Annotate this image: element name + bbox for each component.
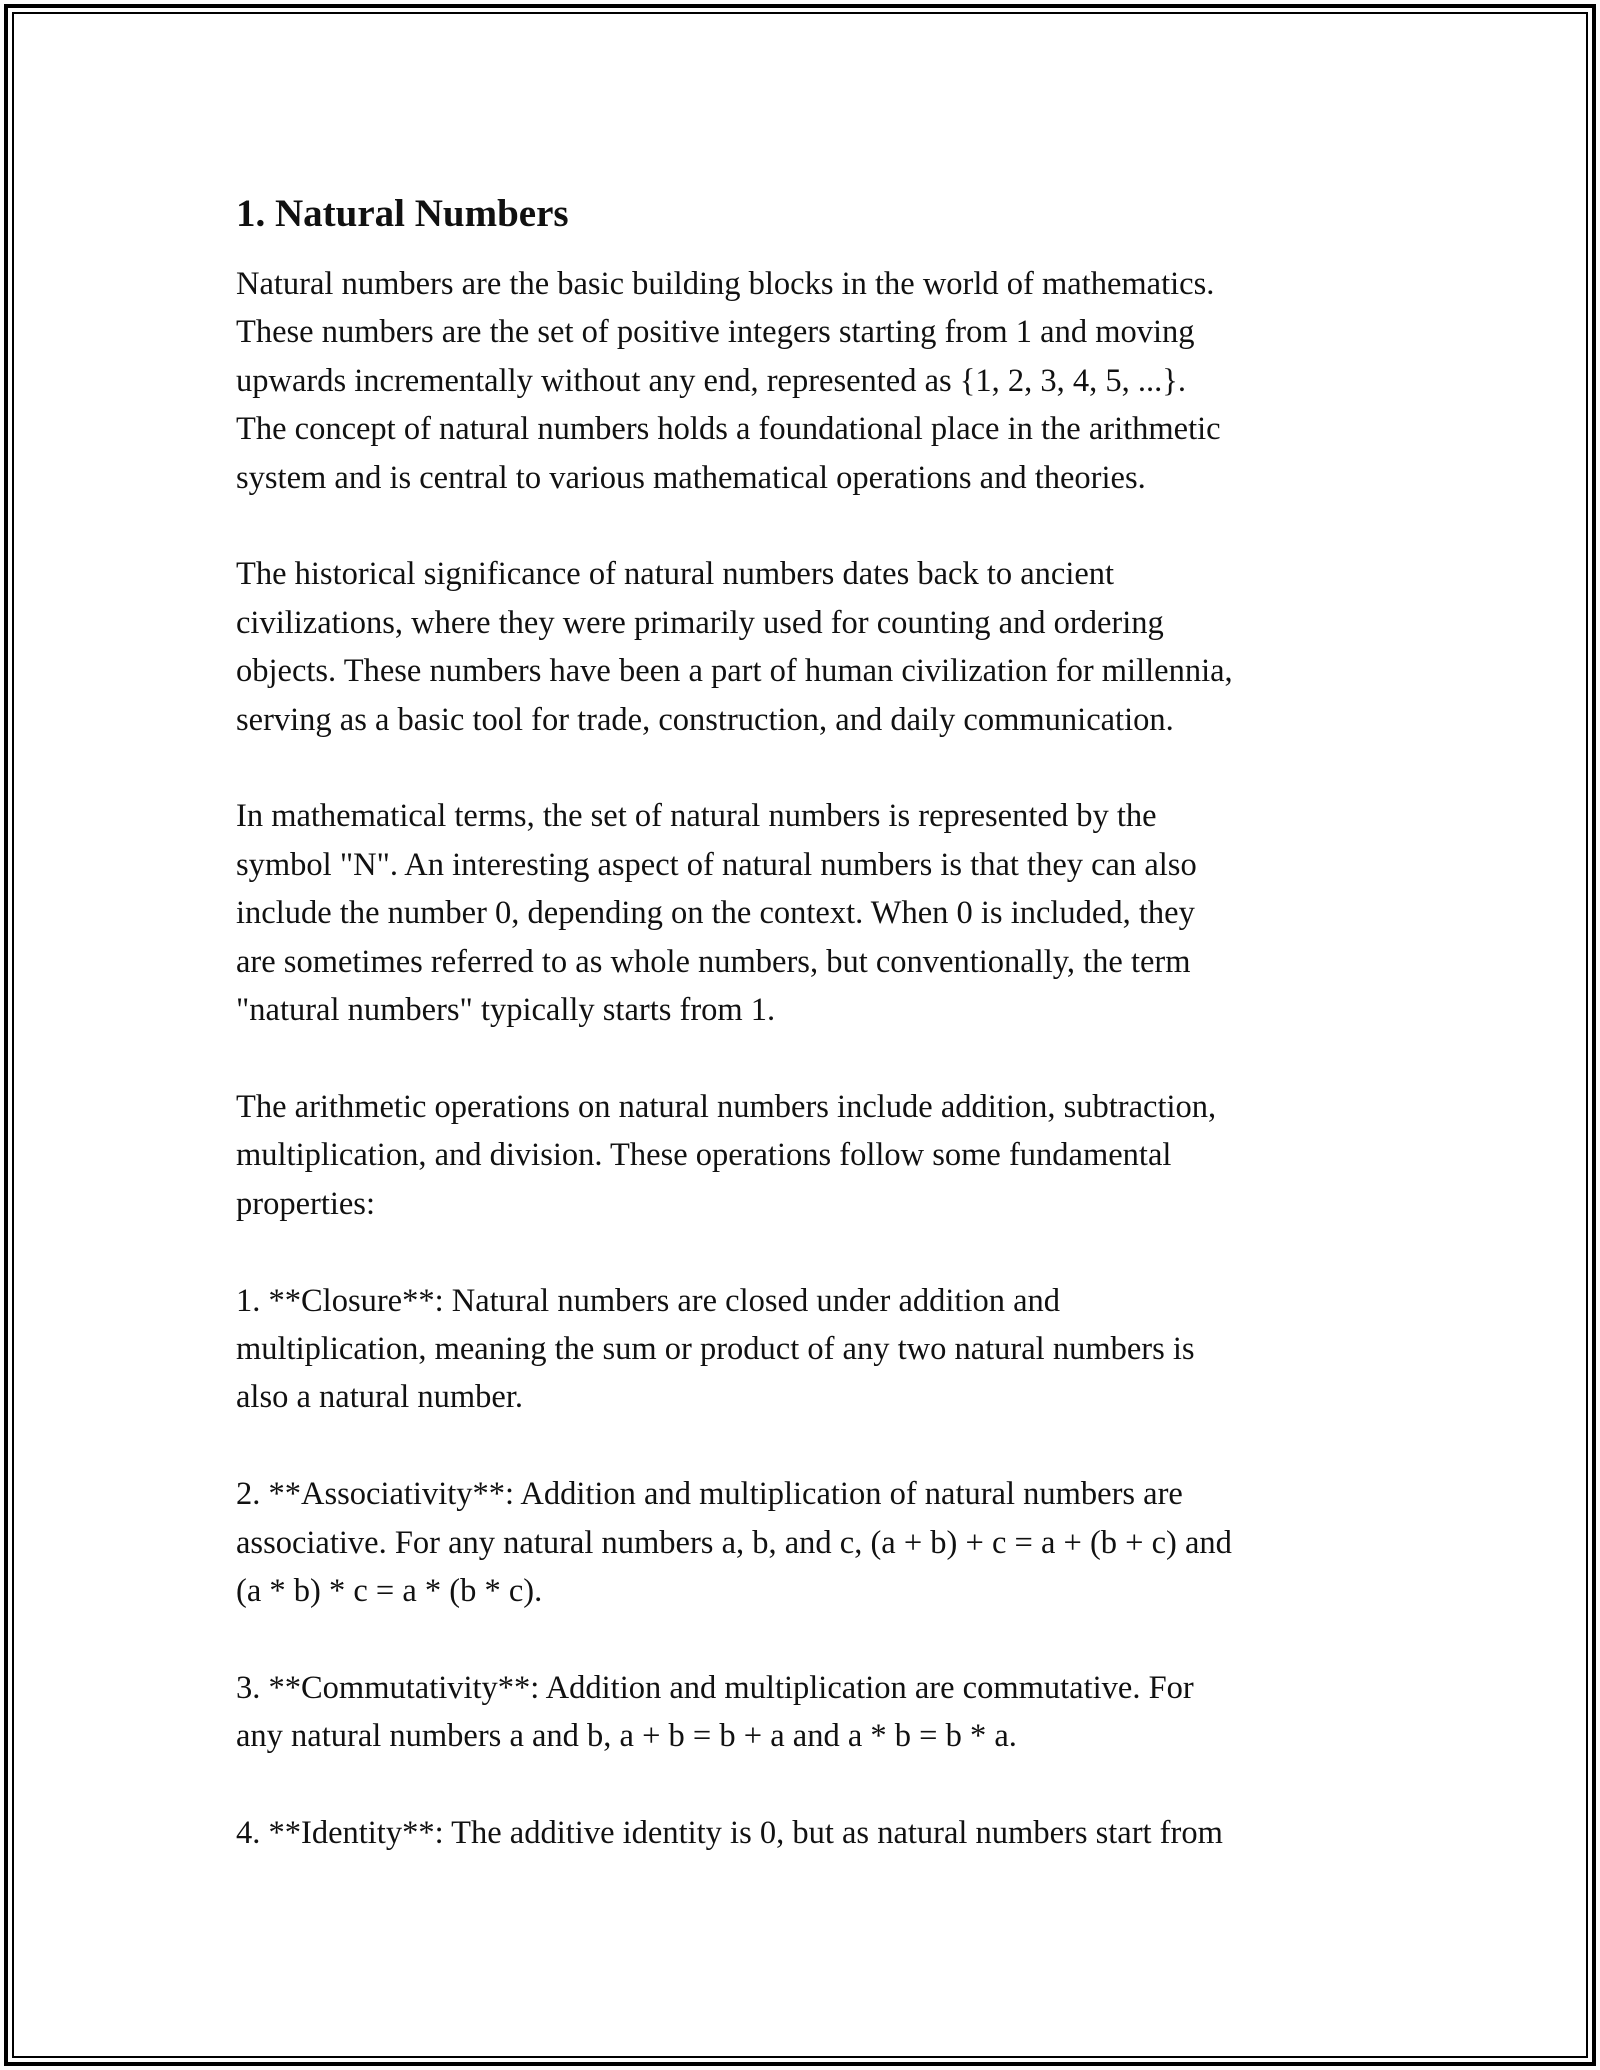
document-content (236, 186, 1376, 1857)
section-heading: 1. Natural Numbers (236, 192, 569, 235)
section-body: Natural numbers are the basic building blocks in the world of mathematics. These numbers are the set of positive integers starting from 1 and moving upwards incrementally without any end, represented as {1, 2, 3, 4, 5, ...}. The concept of natural numbers holds a foundational place in the arithmetic system and is central to various mathematical operations and theories. The historical significance of natural numbers dates back to ancient civilizations, where they were primarily used for counting and ordering objects. These numbers have been a part of human civilization for millennia, serving as a basic tool for trade, construction, and daily communication. In mathematical terms, the set of natural numbers is represented by the symbol "N". An interesting aspect of natural numbers is that they can also include the number 0, depending on the context. When 0 is included, they are sometimes referred to as whole numbers, but conventionally, the term "natural numbers" typically starts from 1. The arithmetic operations on natural numbers include addition, subtraction, multiplication, and division. These operations follow some fundamental properties: 1. **Closure**: Natural numbers are closed under addition and multiplication, meaning the sum or product of any two natural numbers is also a natural number. 2. **Associativity**: Addition and multiplication of natural numbers are associative. For any natural numbers a, b, and c, (a + b) + c = a + (b + c) and (a * b) * c = a * (b * c). 3. **Commutativity**: Addition and multiplication are commutative. For any natural numbers a and b, a + b = b + a and a * b = b * a. 4. **Identity**: The additive identity is 0, but as natural numbers start from (236, 266, 1233, 1851)
